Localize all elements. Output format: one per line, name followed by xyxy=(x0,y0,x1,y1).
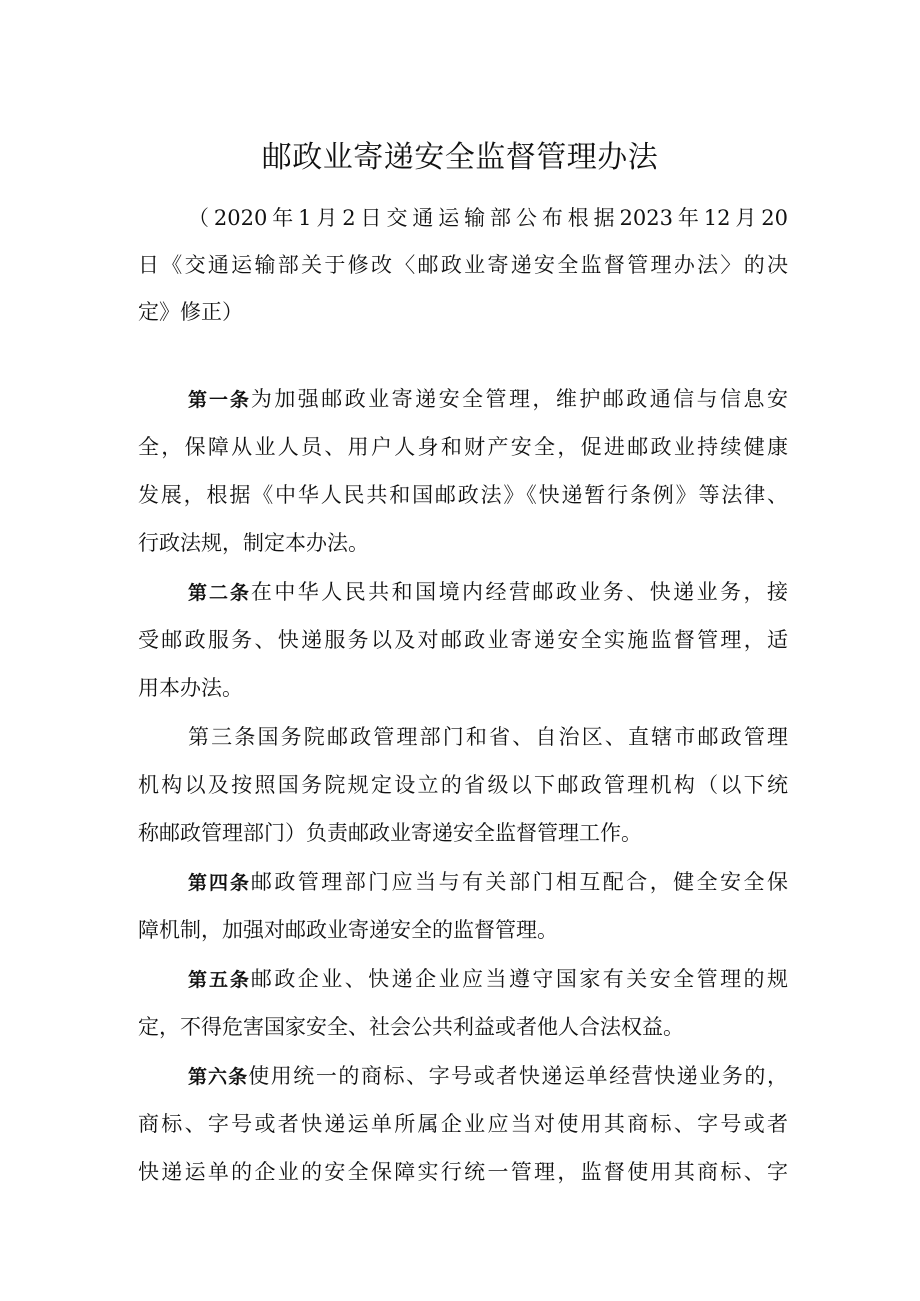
article-line: 称邮政管理部门）负责邮政业寄递安全监督管理工作。 xyxy=(138,821,642,845)
document-title: 邮政业寄递安全监督管理办法 xyxy=(261,140,659,175)
article-label: 第六条 xyxy=(188,1066,249,1088)
article-first-line xyxy=(188,963,788,996)
article-text: 邮政管理部门应当与有关部门相互配合，健全安全保 xyxy=(250,870,788,894)
article-text: 在中华人民共和国境内经营邮政业务、快递业务，接 xyxy=(250,580,788,604)
article-line: 快递运单的企业的安全保障实行统一管理，监督使用其商标、字 xyxy=(138,1160,788,1184)
article-text: 使用统一的商标、字号或者快递运单经营快递业务的， xyxy=(248,1064,788,1088)
note-line: 日《交通运输部关于修改〈邮政业寄递安全监督管理办法〉的决 xyxy=(138,253,788,277)
article-text: 为加强邮政业寄递安全管理，维护邮政通信与信息安 xyxy=(250,387,788,411)
article-line: 商标、字号或者快递运单所属企业应当对使用其商标、字号或者 xyxy=(138,1112,788,1136)
article-text: 邮政企业、快递企业应当遵守国家有关安全管理的规 xyxy=(250,967,788,991)
article-first-line xyxy=(188,1060,788,1093)
article-label: 第五条 xyxy=(188,969,251,991)
article-label: 第一条 xyxy=(188,389,251,411)
article-first-line xyxy=(188,866,788,899)
article-line: 发展，根据《中华人民共和国邮政法》《快递暂行条例》等法律、 xyxy=(138,483,788,507)
article-line: 定，不得危害国家安全、社会公共利益或者他人合法权益。 xyxy=(138,1015,684,1039)
article-label: 第二条 xyxy=(188,582,251,604)
article-line: 全，保障从业人员、用户人身和财产安全，促进邮政业持续健康 xyxy=(138,435,788,459)
article-line: 障机制，加强对邮政业寄递安全的监督管理。 xyxy=(138,918,558,942)
article-line: 机构以及按照国务院规定设立的省级以下邮政管理机构（以下统 xyxy=(138,773,788,797)
article-line: 第三条国务院邮政管理部门和省、自治区、直辖市邮政管理 xyxy=(188,725,788,749)
article-label: 第四条 xyxy=(188,872,251,894)
note-line: （2020年1月2日交通运输部公布根据2023年12月20 xyxy=(188,206,788,230)
article-first-line xyxy=(188,576,788,609)
note-line: 定》修正） xyxy=(138,300,243,324)
article-line: 行政法规，制定本办法。 xyxy=(138,531,369,555)
article-line: 受邮政服务、快递服务以及对邮政业寄递安全实施监督管理，适 xyxy=(138,628,788,652)
article-line: 用本办法。 xyxy=(138,676,243,700)
article-first-line xyxy=(188,383,788,416)
